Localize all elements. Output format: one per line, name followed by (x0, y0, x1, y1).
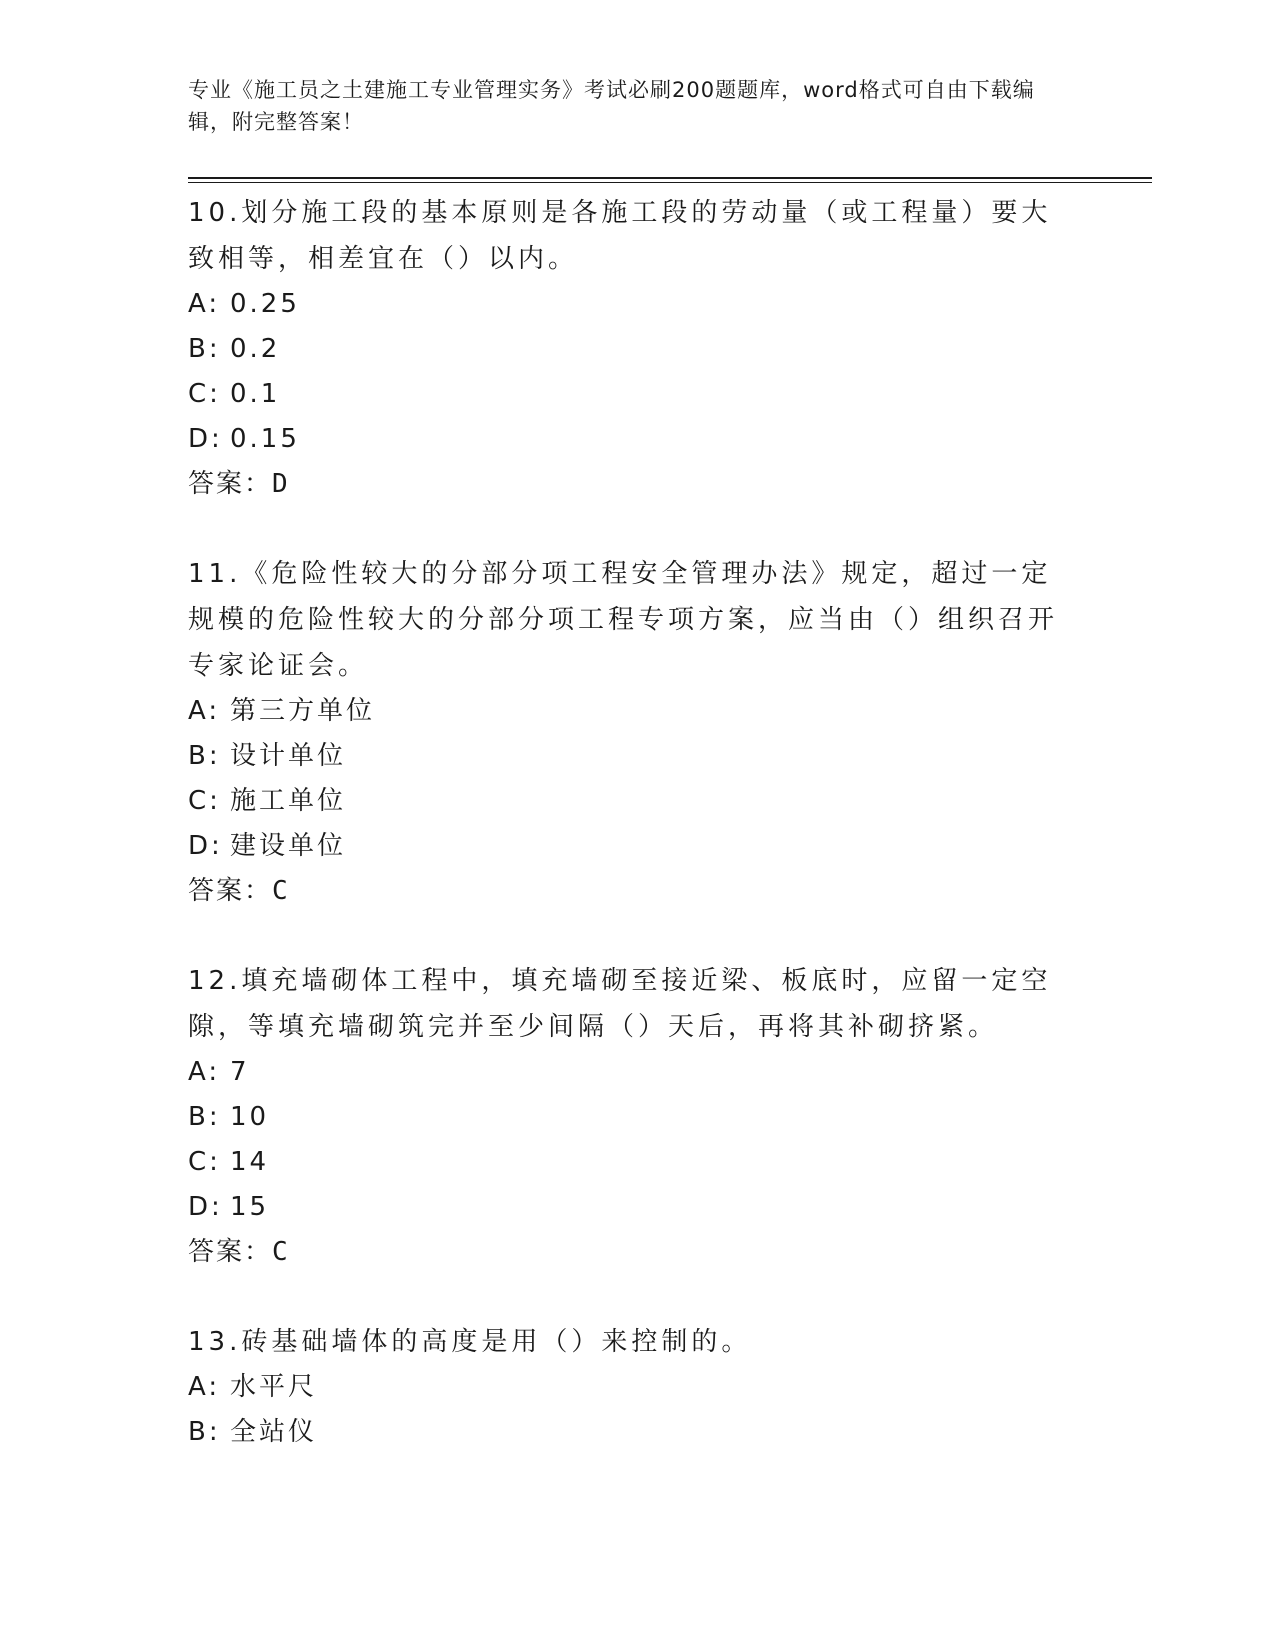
option-a (188, 1050, 1088, 1095)
option-d (188, 417, 1088, 462)
option-b (188, 734, 1088, 779)
option-key: B: (188, 741, 221, 771)
question-stem: 13.砖基础墙体的高度是用（）来控制的。 (188, 1327, 752, 1357)
answer-line (188, 462, 1088, 507)
question-list (188, 190, 1088, 1499)
option-c (188, 372, 1088, 417)
answer-label: 答案： (188, 876, 273, 906)
option-d (188, 1185, 1088, 1230)
header-divider-thick (188, 177, 1152, 179)
option-text: 7 (230, 1057, 250, 1087)
option-a (188, 282, 1088, 327)
answer-line (188, 1230, 1088, 1275)
option-b (188, 327, 1088, 372)
answer-line (188, 869, 1088, 914)
option-text: 15 (230, 1192, 270, 1222)
option-d (188, 824, 1088, 869)
option-text: 水平尺 (230, 1372, 318, 1402)
option-c (188, 1140, 1088, 1185)
option-a (188, 689, 1088, 734)
question-stem: 12.填充墙砌体工程中，填充墙砌至接近梁、板底时，应留一定空隙，等填充墙砌筑完并至少间隔（）天后，再将其补砌挤紧。 (188, 966, 1052, 1042)
option-text: 14 (230, 1147, 270, 1177)
question-11 (188, 551, 1088, 914)
option-key: C: (188, 379, 221, 409)
option-key: A: (188, 289, 221, 319)
option-text: 0.1 (230, 379, 281, 409)
option-a (188, 1365, 1088, 1410)
option-key: C: (188, 786, 221, 816)
option-text: 施工单位 (230, 786, 347, 816)
question-12 (188, 958, 1088, 1275)
option-text: 第三方单位 (230, 696, 376, 726)
option-key: B: (188, 334, 221, 364)
option-key: D: (188, 831, 223, 861)
option-b (188, 1095, 1088, 1140)
answer-label: 答案： (188, 469, 273, 499)
option-key: D: (188, 1192, 223, 1222)
option-key: D: (188, 424, 223, 454)
question-stem: 11.《危险性较大的分部分项工程安全管理办法》规定，超过一定规模的危险性较大的分部分项工程专项方案，应当由（）组织召开专家论证会。 (188, 559, 1059, 681)
answer-value: D (272, 469, 290, 499)
document-header: 专业《施工员之土建施工专业管理实务》考试必刷200题题库，word格式可自由下载编辑，附完整答案！ (188, 78, 1035, 134)
option-key: A: (188, 696, 221, 726)
option-key: C: (188, 1147, 221, 1177)
option-key: A: (188, 1372, 221, 1402)
option-text: 0.15 (230, 424, 300, 454)
option-c (188, 779, 1088, 824)
option-text: 10 (230, 1102, 270, 1132)
option-key: B: (188, 1102, 221, 1132)
option-text: 0.2 (230, 334, 281, 364)
option-text: 建设单位 (230, 831, 347, 861)
answer-label: 答案： (188, 1237, 273, 1267)
header-divider-thin (188, 182, 1152, 183)
option-text: 设计单位 (230, 741, 347, 771)
option-key: A: (188, 1057, 221, 1087)
option-b (188, 1410, 1088, 1455)
option-text: 0.25 (230, 289, 300, 319)
option-text: 全站仪 (230, 1417, 318, 1447)
question-stem: 10.划分施工段的基本原则是各施工段的劳动量（或工程量）要大致相等，相差宜在（）以内。 (188, 198, 1052, 274)
option-key: B: (188, 1417, 221, 1447)
question-10 (188, 190, 1088, 507)
answer-value: C (272, 1237, 290, 1267)
answer-value: C (272, 876, 290, 906)
question-13 (188, 1319, 1088, 1455)
